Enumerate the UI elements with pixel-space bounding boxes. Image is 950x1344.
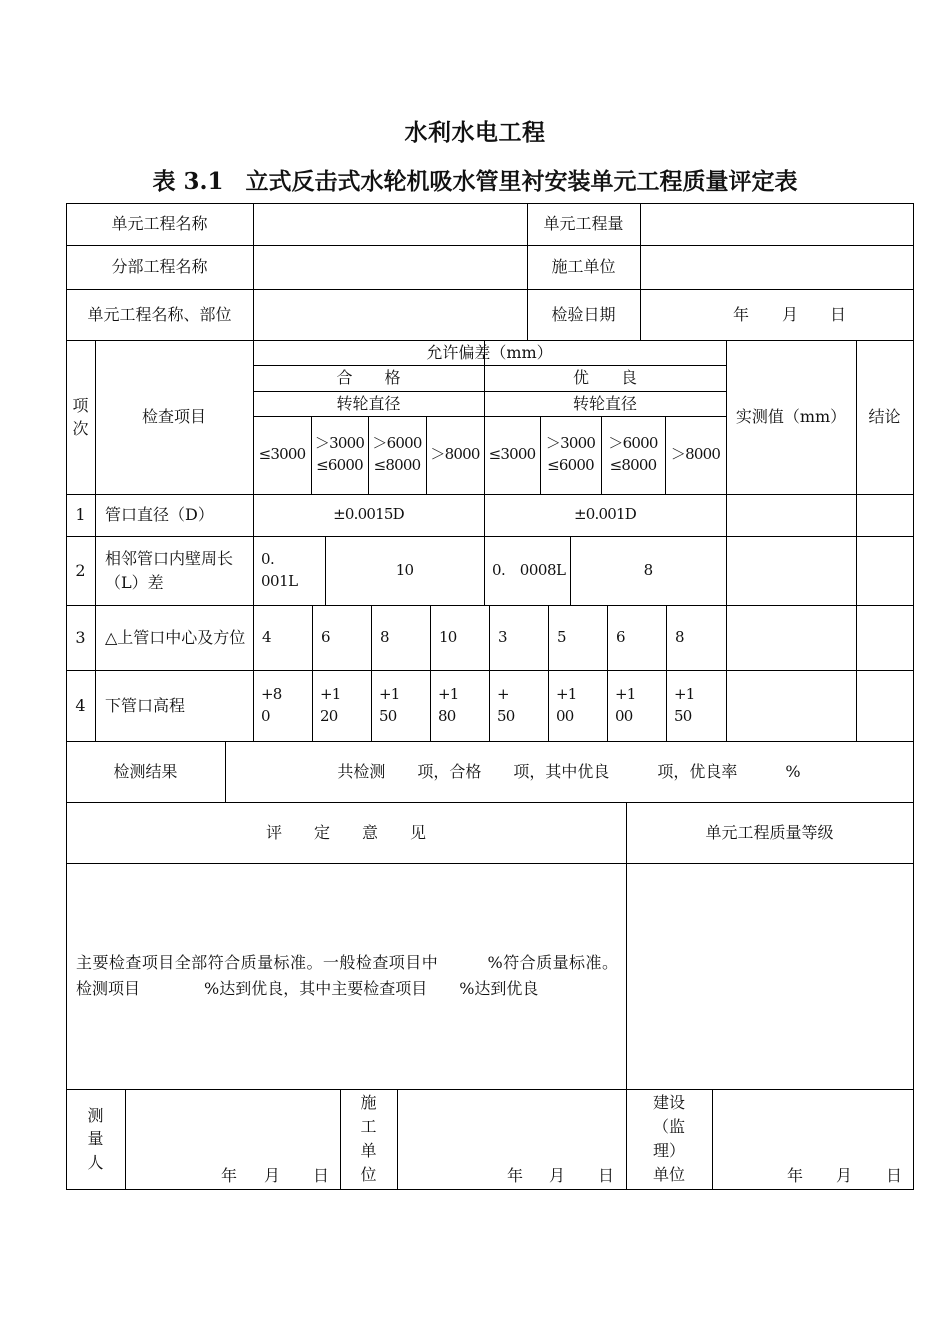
pass-range-1: ≤3000 [258, 445, 306, 464]
row-1-pass: ±0.0015D [333, 505, 404, 524]
row-4-value: +80 [261, 684, 282, 725]
row-4-no: 4 [75, 695, 86, 715]
grade-label: 单元工程质量等级 [705, 822, 834, 842]
pass-range-4: ＞8000 [430, 445, 480, 464]
pass-diameter-header: 转轮直径 [336, 393, 401, 413]
supervisor-month: 月 [836, 1165, 853, 1185]
good-range-2: ＞3000 ≤6000 [545, 434, 596, 474]
constructor-sign-field[interactable] [397, 1089, 626, 1189]
tolerance-header: 允许偏差（mm） [426, 342, 553, 362]
good-diameter-header: 转轮直径 [572, 393, 637, 413]
unit-qty-field[interactable] [640, 203, 913, 245]
good-header: 优 良 [572, 368, 637, 388]
measurer-year: 年 [221, 1165, 238, 1185]
row-4-value: +180 [438, 684, 459, 725]
row-1-item: 管口直径（D） [105, 505, 214, 525]
row-1-conclusion[interactable] [856, 494, 913, 536]
constructor-field[interactable] [640, 245, 913, 289]
row-2-conclusion[interactable] [856, 536, 913, 605]
row-4-value: +100 [556, 684, 577, 725]
row-4-value: +100 [615, 684, 636, 725]
constructor-sign-label [340, 1089, 397, 1189]
pass-header: 合 格 [336, 368, 401, 388]
supervisor-sign-label [626, 1089, 712, 1189]
row-4-value: +150 [379, 684, 400, 725]
row-3-value: 5 [557, 627, 566, 646]
grade-field[interactable] [626, 863, 913, 1089]
opinion-label: 评 定 意 见 [265, 822, 426, 842]
item-no-header [66, 340, 95, 494]
supervisor-sign-field[interactable] [712, 1089, 913, 1189]
unit-name-label: 单元工程名称 [111, 214, 208, 234]
row-3-value: 8 [380, 627, 389, 646]
part-name-field[interactable] [253, 245, 527, 289]
row-3-value: 10 [439, 627, 457, 646]
unit-name-field[interactable] [253, 203, 527, 245]
conclusion-header: 结论 [868, 407, 901, 427]
row-1-no: 1 [75, 505, 86, 525]
date-day: 日 [830, 304, 847, 324]
row-2-good-a: 0. 0008L [492, 560, 566, 579]
row-3-value: 3 [498, 627, 507, 646]
row-3-item: △上管口中心及方位 [105, 627, 246, 647]
part-name-label: 分部工程名称 [111, 257, 208, 277]
row-2-item: 相邻管口内壁周长（L）差 [105, 549, 234, 592]
unit-part-field[interactable] [253, 289, 527, 340]
measurer-label-text: 测量人 [87, 1106, 104, 1172]
unit-part-label: 单元工程名称、部位 [87, 304, 232, 324]
pass-range-3: ＞6000 ≤8000 [372, 434, 422, 474]
row-4-value: +50 [497, 684, 515, 725]
row-1-good: ±0.001D [574, 505, 636, 524]
measurer-month: 月 [264, 1165, 281, 1185]
constructor-month: 月 [549, 1165, 566, 1185]
row-2-pass-b: 10 [395, 560, 414, 579]
opinion-text: 主要检查项目全部符合质量标准。一般检查项目中 %符合质量标准。检测项目 %达到优良，其中主要检查项目 %达到优良 [76, 952, 618, 998]
row-1-measured[interactable] [726, 494, 856, 536]
good-range-3: ＞6000 ≤8000 [608, 434, 658, 474]
row-3-no: 3 [75, 627, 86, 647]
good-range-4: ＞8000 [670, 445, 721, 464]
measurer-day: 日 [313, 1165, 330, 1185]
supervisor-sign-label-text: 建设（监理）单位 [652, 1093, 685, 1184]
supervisor-day: 日 [886, 1165, 903, 1185]
row-3-value: 6 [616, 627, 625, 646]
constructor-year: 年 [507, 1165, 524, 1185]
check-item-header: 检查项目 [141, 407, 206, 427]
row-2-measured[interactable] [726, 536, 856, 605]
row-4-value: +120 [320, 684, 341, 725]
row-2-good-b: 8 [643, 560, 653, 579]
table-title-text: 立式反击式水轮机吸水管里衬安装单元工程质量评定表 [245, 168, 798, 195]
good-range-1: ≤3000 [488, 445, 536, 464]
row-4-item: 下管口高程 [105, 695, 186, 715]
date-month: 月 [782, 304, 799, 324]
row-3-conclusion[interactable] [856, 605, 913, 670]
row-4-value: +150 [674, 684, 695, 725]
pass-range-2: ＞3000 ≤6000 [314, 434, 365, 474]
table-title [0, 163, 950, 196]
row-2-pass-a: 0. 001L [261, 549, 298, 590]
row-3-measured[interactable] [726, 605, 856, 670]
org-title: 水利水电工程 [404, 119, 546, 146]
row-4-conclusion[interactable] [856, 670, 913, 741]
supervisor-year: 年 [787, 1165, 804, 1185]
measured-header: 实测值（mm） [735, 407, 847, 427]
row-4-measured[interactable] [726, 670, 856, 741]
result-text: 共检测 项，合格 项，其中优良 项，优良率 % [337, 761, 801, 781]
row-3-value: 8 [675, 627, 684, 646]
constructor-label: 施工单位 [551, 257, 616, 277]
table-number: 表 3.1 [152, 168, 224, 195]
item-no-header-text: 项次 [72, 395, 89, 438]
constructor-sign-label-text: 施工单位 [360, 1093, 377, 1184]
unit-qty-label: 单元工程量 [543, 214, 624, 234]
row-3-value: 6 [321, 627, 330, 646]
constructor-day: 日 [598, 1165, 615, 1185]
result-label: 检测结果 [113, 761, 178, 781]
date-year: 年 [733, 304, 750, 324]
measurer-label [66, 1089, 125, 1189]
row-3-value: 4 [262, 627, 271, 646]
row-2-no: 2 [75, 560, 86, 580]
measurer-sign-field[interactable] [125, 1089, 340, 1189]
check-date-label: 检验日期 [551, 304, 616, 324]
check-date-field[interactable] [640, 289, 913, 340]
